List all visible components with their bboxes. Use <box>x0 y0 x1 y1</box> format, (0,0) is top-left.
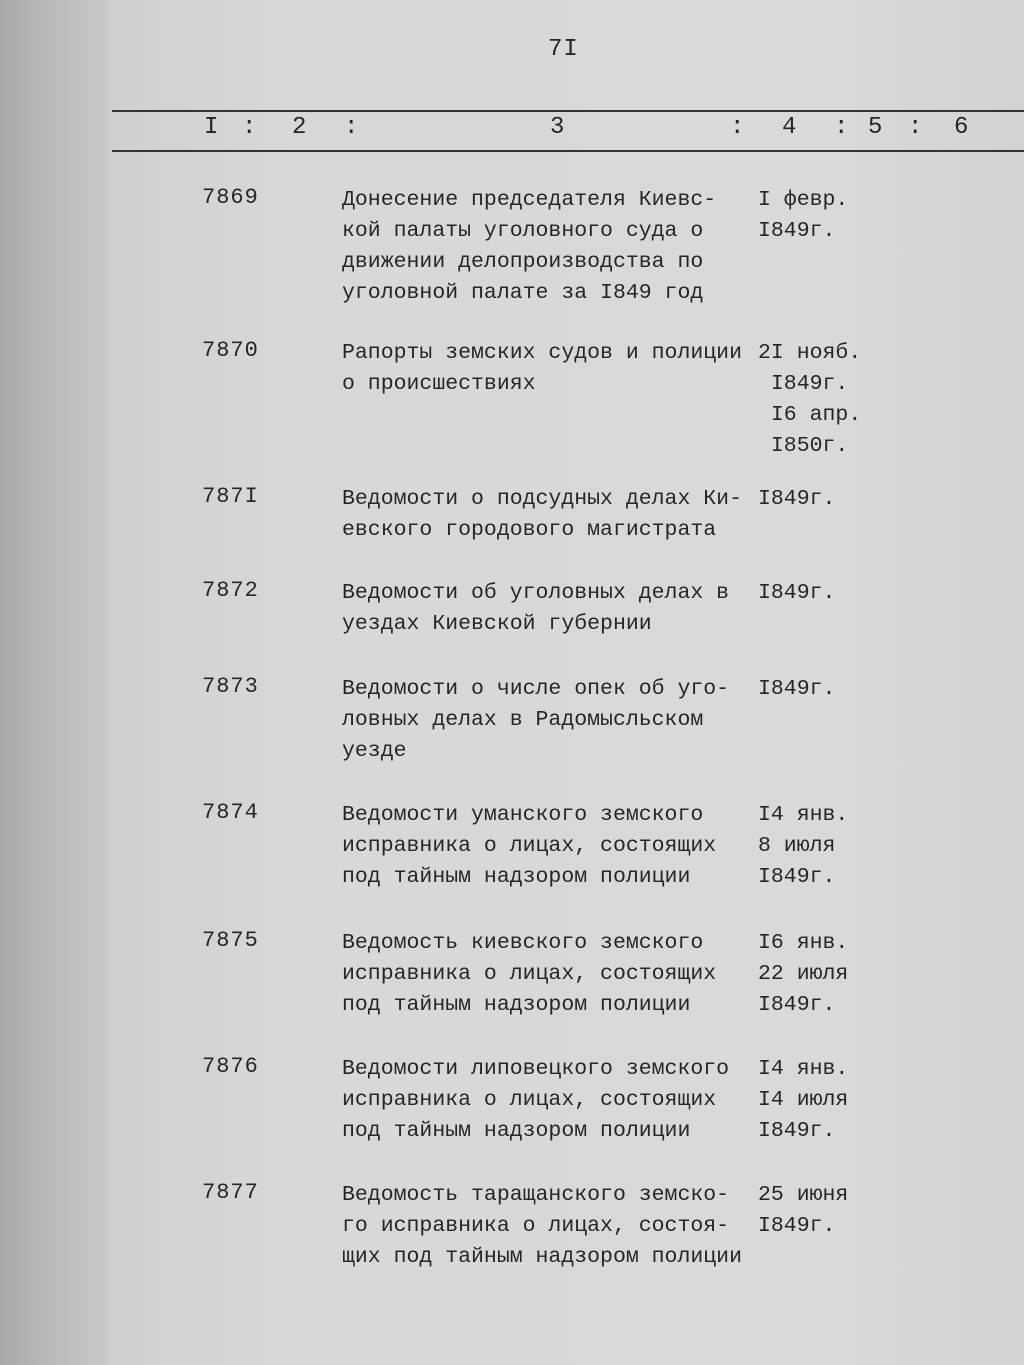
entry-date: I6 янв. 22 июля I849г. <box>758 931 849 1017</box>
entry-title: Ведомости липовецкого земского исправника о лицах, состоящих под тайным надзором полиции <box>342 1057 730 1143</box>
page-number: 7I <box>548 36 579 63</box>
entry-title: Рапорты земских судов и полиции о происшествиях <box>342 341 742 396</box>
entry-date: 2I нояб. I849г. I6 апр. I850г. <box>758 341 862 458</box>
column-header-row <box>112 108 1024 150</box>
column-separator: : <box>344 114 359 141</box>
entry-date: I4 янв. I4 июля I849г. <box>758 1057 849 1143</box>
column-header-3: 3 <box>550 114 565 141</box>
entry-number: 787I <box>202 484 259 509</box>
entry-number: 7877 <box>202 1180 259 1205</box>
column-header-2: 2 <box>292 114 307 141</box>
entry-date: I849г. <box>758 677 836 701</box>
column-header-4: 4 <box>782 114 797 141</box>
column-header-5: 5 <box>868 114 883 141</box>
column-header-6: 6 <box>954 114 969 141</box>
entry-number: 7873 <box>202 674 259 699</box>
column-separator: : <box>908 114 923 141</box>
entry-title: Донесение председателя Киевс- кой палаты уголовного суда о движении делопроизводства по уголовной палате за I849 год <box>342 188 717 305</box>
entry-number: 7874 <box>202 800 259 825</box>
entry-date: I849г. <box>758 581 836 605</box>
adjacent-page-edge <box>0 0 109 1365</box>
header-bottom-rule <box>112 150 1024 152</box>
entry-title: Ведомость таращанского земско- го исправника о лицах, состоя- щих под тайным надзором полиции <box>342 1183 742 1269</box>
entry-title: Ведомости об уголовных делах в уездах Киевской губернии <box>342 581 730 636</box>
entry-number: 7876 <box>202 1054 259 1079</box>
entry-title: Ведомости о подсудных делах Ки- евского городового магистрата <box>342 487 742 542</box>
entry-date: I февр. I849г. <box>758 188 849 243</box>
column-separator: : <box>730 114 745 141</box>
entry-title: Ведомость киевского земского исправника о лицах, состоящих под тайным надзором полиции <box>342 931 717 1017</box>
entry-date: 25 июня I849г. <box>758 1183 849 1238</box>
entry-title: Ведомости уманского земского исправника о лицах, состоящих под тайным надзором полиции <box>342 803 717 889</box>
entry-number: 7870 <box>202 338 259 363</box>
entry-number: 7872 <box>202 578 259 603</box>
entry-title: Ведомости о числе опек об уго- ловных делах в Радомысльском уезде <box>342 677 730 763</box>
entry-number: 7875 <box>202 928 259 953</box>
column-header-1: I <box>204 114 219 141</box>
column-separator: : <box>242 114 257 141</box>
entry-number: 7869 <box>202 185 259 210</box>
column-separator: : <box>834 114 849 141</box>
entry-date: I4 янв. 8 июля I849г. <box>758 803 849 889</box>
entry-date: I849г. <box>758 487 836 511</box>
